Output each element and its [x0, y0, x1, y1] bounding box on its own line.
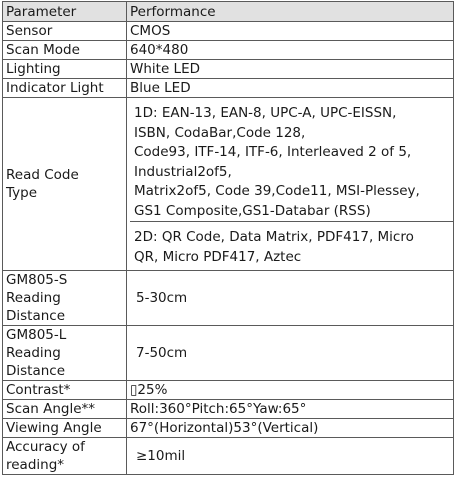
label-line: Distance	[6, 363, 66, 379]
row-value: Roll:360°Pitch:65°Yaw:65°	[127, 400, 454, 419]
code-line: ISBN, CodaBar,Code 128,	[134, 124, 306, 141]
read-code-1d	[130, 98, 453, 221]
table-row-gm805l	[3, 326, 454, 381]
read-code-label	[3, 98, 127, 271]
row-value: ▯25%	[127, 381, 454, 400]
table-row	[3, 41, 454, 60]
label-line: GM805-L	[6, 327, 67, 343]
table-row	[3, 400, 454, 419]
code-line: Industrial2of5,	[134, 163, 232, 180]
label-line: Distance	[6, 308, 66, 324]
gm805l-value: 7-50cm	[127, 326, 454, 381]
row-value: CMOS	[127, 22, 454, 41]
code-line: QR, Micro PDF417, Aztec	[134, 248, 302, 265]
label-line: reading*	[6, 457, 65, 473]
row-label: Sensor	[3, 22, 127, 41]
row-label: Indicator Light	[3, 79, 127, 98]
table-row	[3, 22, 454, 41]
row-value: White LED	[127, 60, 454, 79]
table-row	[3, 60, 454, 79]
gm805l-label	[3, 326, 127, 381]
code-line: GS1 Composite,GS1-Databar (RSS)	[134, 202, 371, 219]
code-line: 1D: EAN-13, EAN-8, UPC-A, UPC-EISSN,	[134, 105, 397, 121]
gm805s-label	[3, 271, 127, 326]
accuracy-value: ≥10mil	[127, 438, 454, 475]
header-parameter: Parameter	[3, 2, 127, 22]
code-line: 2D: QR Code, Data Matrix, PDF417, Micro	[134, 229, 414, 245]
row-label: Scan Angle**	[3, 400, 127, 419]
header-row	[3, 2, 454, 22]
row-label: Contrast*	[3, 381, 127, 400]
spec-table	[2, 1, 454, 475]
row-value: 640*480	[127, 41, 454, 60]
table-row	[3, 79, 454, 98]
row-value: Blue LED	[127, 79, 454, 98]
header-performance: Performance	[127, 2, 454, 22]
read-code-label-line: Type	[6, 185, 38, 201]
table-row	[3, 381, 454, 400]
table-row-gm805s	[3, 271, 454, 326]
gm805s-value: 5-30cm	[127, 271, 454, 326]
code-line: Code93, ITF-14, ITF-6, Interleaved 2 of 5,	[134, 144, 412, 160]
row-label: Viewing Angle	[3, 419, 127, 438]
table-row-accuracy	[3, 438, 454, 475]
label-line: Reading	[6, 345, 61, 361]
read-code-2d	[130, 221, 453, 270]
label-line: GM805-S	[6, 272, 68, 288]
code-line: Matrix2of5, Code 39,Code11, MSI-Plessey,	[134, 183, 420, 199]
row-label: Lighting	[3, 60, 127, 79]
row-label: Scan Mode	[3, 41, 127, 60]
read-code-value	[127, 98, 454, 271]
row-value: 67°(Horizontal)53°(Vertical)	[127, 419, 454, 438]
accuracy-label	[3, 438, 127, 475]
table-row-read-code	[3, 98, 454, 271]
label-line: Accuracy of	[6, 439, 85, 455]
label-line: Reading	[6, 290, 61, 306]
read-code-label-line: Read Code	[6, 167, 79, 183]
table-row	[3, 419, 454, 438]
